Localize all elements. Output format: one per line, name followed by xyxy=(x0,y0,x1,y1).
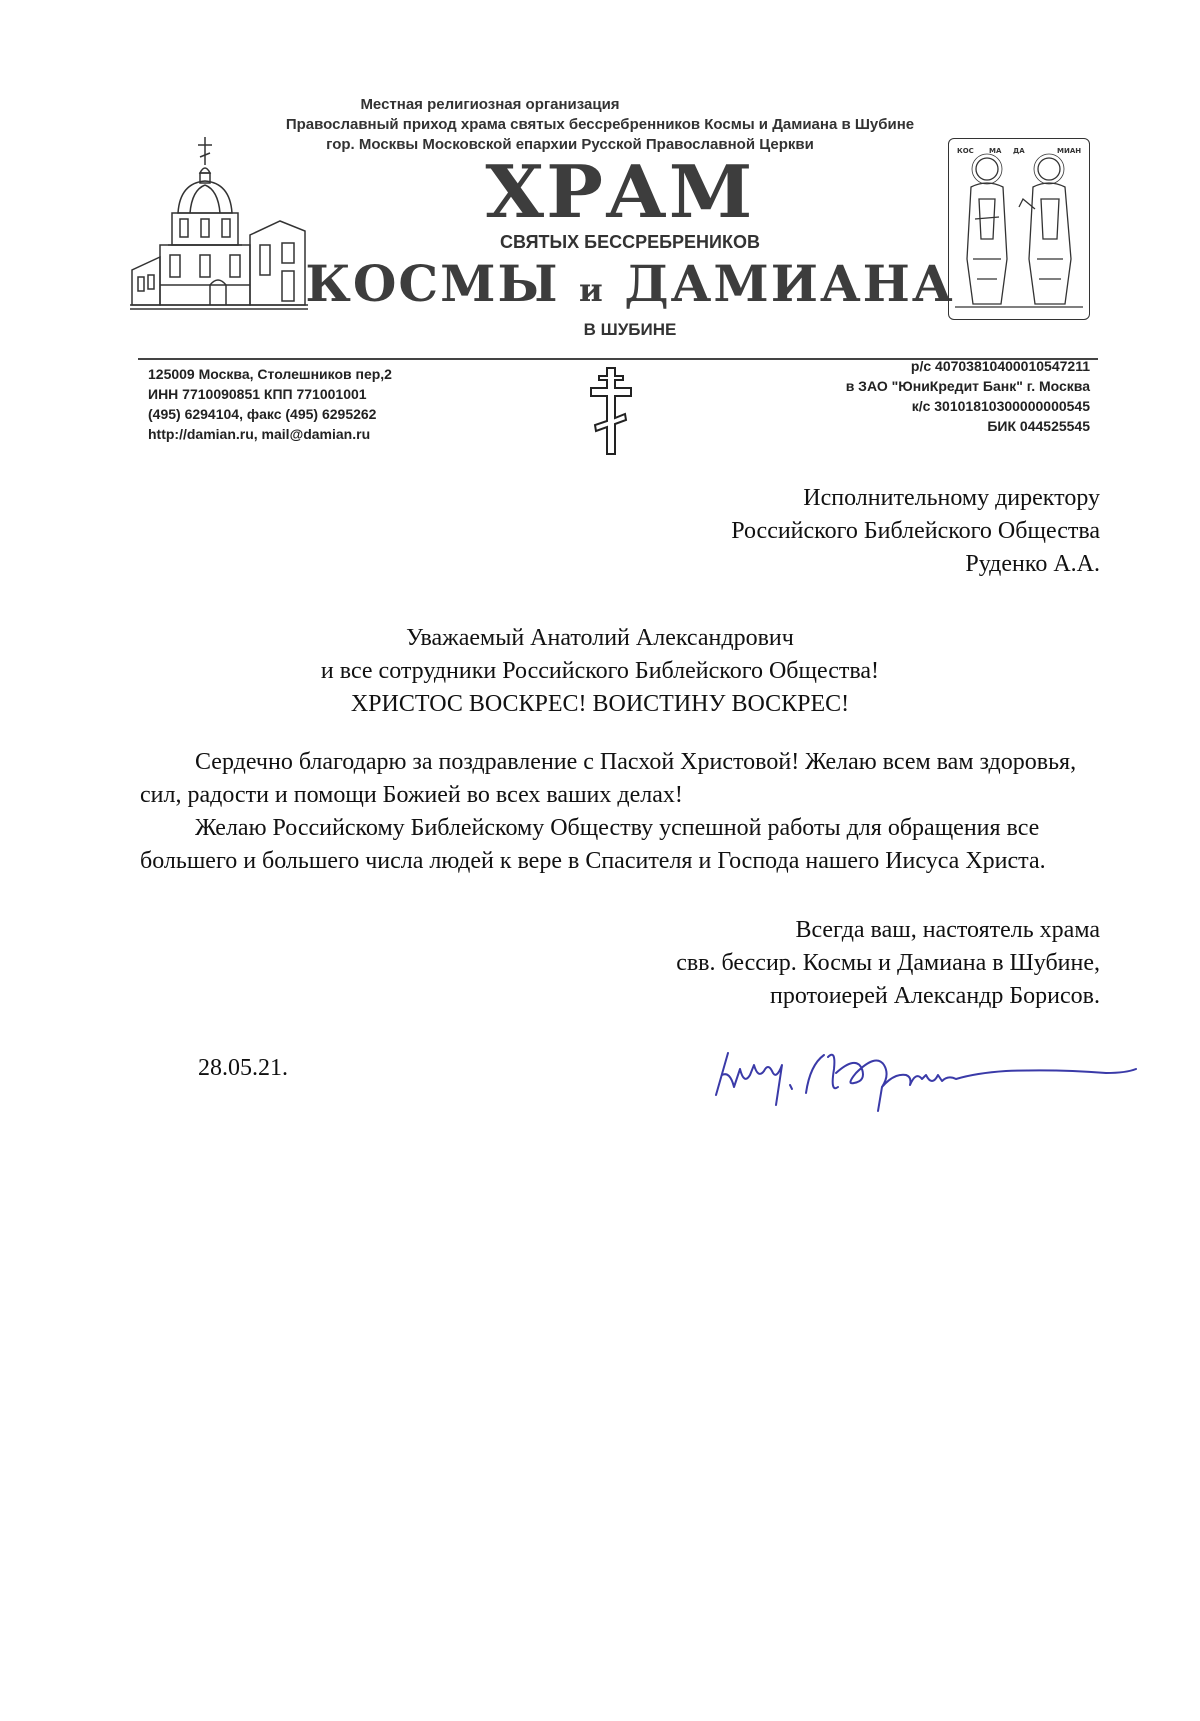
church-drawing xyxy=(130,135,310,335)
icon-label-1: КОС xyxy=(957,147,974,155)
greeting-line-1: Уважаемый Анатолий Александрович xyxy=(406,625,794,651)
greeting-line-3: ХРИСТОС ВОСКРЕС! ВОИСТИНУ ВОСКРЕС! xyxy=(350,691,850,717)
contact-address: 125009 Москва, Столешников пер,2 xyxy=(148,366,392,382)
orthodox-cross-icon xyxy=(586,366,636,456)
title-name-damiana: ДАМИАНА xyxy=(624,254,955,313)
body-paragraph-2: Желаю Российскому Библейскому Обществу успешной работы для обращения все большего и большего числа людей к вере в Спасителя и Господа нашего Иисуса Христа. xyxy=(140,815,1046,874)
contact-web: http://damian.ru, mail@damian.ru xyxy=(148,426,371,442)
icon-label-2: МА xyxy=(989,147,1002,155)
handwritten-signature xyxy=(706,1035,1146,1115)
body-paragraph-1: Сердечно благодарю за поздравление с Пасхой Христовой! Желаю всем вам здоровья, сил, радости и помощи Божией во всех ваших делах! xyxy=(140,749,1077,808)
letterhead-title-names xyxy=(300,252,960,322)
bank-corr-account: к/с 30101810300000000545 xyxy=(911,398,1090,414)
contact-inn: ИНН 7710090851 КПП 771001001 xyxy=(148,386,367,402)
addressee-line-2: Российского Библейского Общества xyxy=(731,518,1100,544)
closing-line-2: свв. бессир. Космы и Дамиана в Шубине, xyxy=(676,950,1100,976)
contact-phone: (495) 6294104, факс (495) 6295262 xyxy=(148,406,377,422)
addressee-line-1: Исполнительному директору xyxy=(803,485,1100,511)
org-line-2: Православный приход храма святых бессребренников Космы и Дамиана в Шубине xyxy=(285,116,915,133)
contact-block xyxy=(148,364,488,444)
greeting-block xyxy=(0,622,1200,721)
bank-bik: БИК 044525545 xyxy=(987,418,1090,434)
saints-icon-frame xyxy=(948,138,1090,320)
letterhead-title-main: ХРАМ xyxy=(485,149,755,234)
addressee-line-3: Руденко А.А. xyxy=(965,551,1100,577)
saints-icon xyxy=(949,139,1089,319)
letterhead-title-sub: СВЯТЫХ БЕССРЕБРЕНИКОВ xyxy=(500,232,760,252)
closing-line-1: Всегда ваш, настоятель храма xyxy=(795,917,1100,943)
letterhead-title-place: В ШУБИНЕ xyxy=(583,320,677,339)
org-line-1: Местная религиозная организация xyxy=(360,96,620,113)
title-name-conj: и xyxy=(579,271,605,309)
bank-name: в ЗАО "ЮниКредит Банк" г. Москва xyxy=(845,378,1090,394)
closing-block xyxy=(560,914,1100,1013)
org-line-3: гор. Москвы Московской епархии Русской Православной Церкви xyxy=(326,136,814,153)
letter-date: 28.05.21. xyxy=(198,1055,288,1081)
addressee-block xyxy=(600,482,1100,581)
title-name-kosmy: КОСМЫ xyxy=(305,254,560,313)
greeting-line-2: и все сотрудники Российского Библейского Общества! xyxy=(320,658,880,684)
icon-label-4: МИАН xyxy=(1057,147,1082,155)
bank-block xyxy=(780,356,1090,436)
closing-line-3: протоиерей Александр Борисов. xyxy=(770,983,1100,1009)
bank-account: р/с 40703810400010547211 xyxy=(910,358,1090,374)
icon-label-3: ДА xyxy=(1013,147,1025,155)
